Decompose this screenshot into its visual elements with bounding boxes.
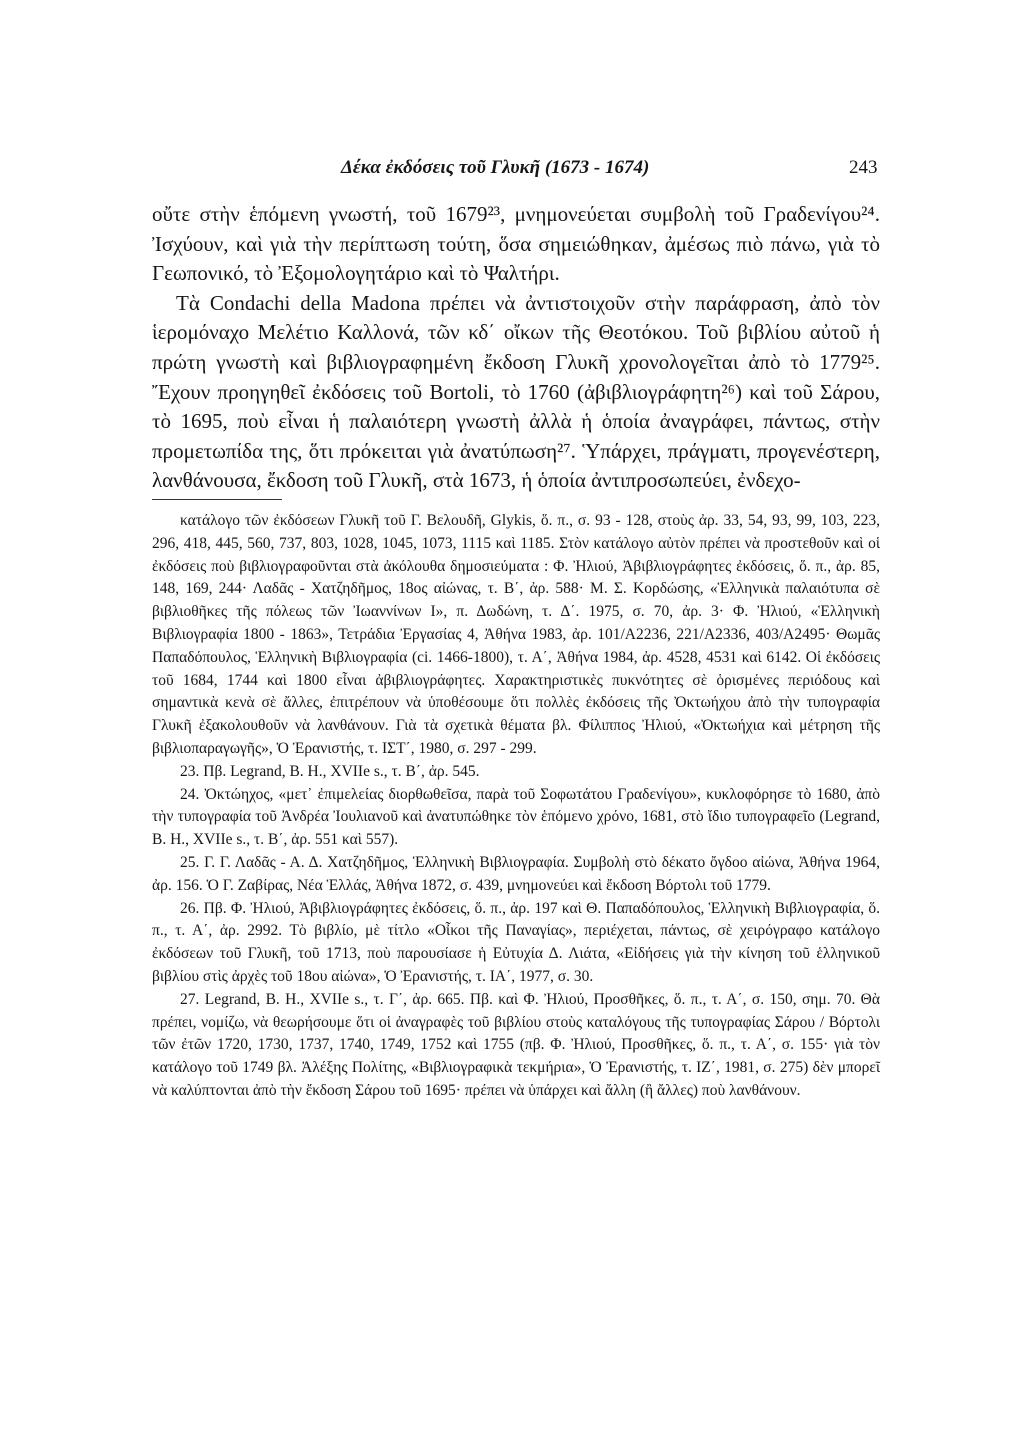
- footnote-separator: [152, 499, 282, 500]
- footnote-25: 25. Γ. Γ. Λαδᾶς - Α. Δ. Χατζηδῆμος, Ἑλληνικὴ Βιβλιογραφία. Συμβολὴ στὸ δέκατο ὄγδοο αἰώνα, Ἀθήνα 1964, ἀρ. 156. Ὁ Γ. Ζαβίρας, Νέα Ἑλλάς, Ἀθήνα 1872, σ. 439, μνημονεύει καὶ ἔκδοση Βόρτολι τοῦ 1779.: [152, 853, 880, 894]
- running-head: Δέκα ἐκδόσεις τοῦ Γλυκῆ (1673 - 1674): [341, 157, 650, 178]
- footnote-continuation: κατάλογο τῶν ἐκδόσεων Γλυκῆ τοῦ Γ. Βελουδῆ, Glykis, ὅ. π., σ. 93 - 128, στοὺς ἀρ. 33, 54, 93, 99, 103, 223, 296, 418, 445, 560, 737, 803, 1028, 1045, 1073, 1115 καὶ 1185. Στὸν κατάλογο αὐτὸν πρέπει νὰ προστεθοῦν καὶ οἱ ἐκδόσεις ποὺ βιβλιογραφοῦνται στὰ ἀκόλουθα δημοσιεύματα : Φ. Ἠλιού, Ἀβιβλιογράφητες ἐκδόσεις, ὅ. π., ἀρ. 85, 148, 169, 244· Λαδᾶς - Χατζηδῆμος, 18ος αἰώνας, τ. Β΄, ἀρ. 588· Μ. Σ. Κορδώσης, «Ἑλληνικὰ παλαιότυπα σὲ βιβλιοθῆκες τῆς πόλεως τῶν Ἰωαννίνων Ι», π. Δωδώνη, τ. Δ΄. 1975, σ. 70, ἀρ. 3· Φ. Ἠλιού, «Ἑλληνικὴ Βιβλιογραφία 1800 - 1863», Τετράδια Ἐργασίας 4, Ἀθήνα 1983, ἀρ. 101/Α2236, 221/Α2336, 403/Α2495· Θωμᾶς Παπαδόπουλος, Ἑλληνικὴ Βιβλιογραφία (ci. 1466-1800), τ. Α΄, Ἀθήνα 1984, ἀρ. 4528, 4531 καὶ 6142. Οἱ ἐκδόσεις τοῦ 1684, 1744 καὶ 1800 εἶναι ἀβιβλιογράφητες. Χαρακτηριστικὲς πυκνότητες σὲ ὁρισμένες περιόδους καὶ σημαντικὰ κενὰ σὲ ἄλλες, ἐπιτρέπουν νὰ ὑποθέσουμε ὅτι πολλὲς ἐκδόσεις τῆς Ὀκτωήχου ἀπὸ τὴν τυπογραφία Γλυκῆ ἐξακολουθοῦν νὰ λανθάνουν. Γιὰ τὰ σχετικὰ θέματα βλ. Φίλιππος Ἠλιού, «Ὀκτωήχια καὶ μέτρηση τῆς βιβλιοπαραγωγῆς», Ὁ Ἐρανιστής, τ. ΙΣΤ΄, 1980, σ. 297 - 299.: [152, 512, 880, 757]
- page-number: 243: [849, 157, 878, 178]
- footnote-26: 26. Πβ. Φ. Ἠλιού, Ἀβιβλιογράφητες ἐκδόσεις, ὅ. π., ἀρ. 197 καὶ Θ. Παπαδόπουλος, Ἑλληνικὴ Βιβλιογραφία, ὅ. π., τ. Α΄, ἀρ. 2992. Τὸ βιβλίο, μὲ τίτλο «Οἶκοι τῆς Παναγίας», περιέχεται, πάντως, σὲ χειρόγραφο κατάλογο ἐκδόσεων τοῦ Γλυκῆ, τοῦ 1713, ποὺ παρουσίασε ἡ Εὐτυχία Δ. Λιάτα, «Εἰδήσεις γιὰ τὴν κίνηση τοῦ ἑλληνικοῦ βιβλίου στὶς ἀρχὲς τοῦ 18ου αἰώνα», Ὁ Ἐρανιστής, τ. ΙΑ΄, 1977, σ. 30.: [152, 899, 880, 985]
- body-paragraph: Τὰ Condachi della Madona πρέπει νὰ ἀντιστοιχοῦν στὴν παράφραση, ἀπὸ τὸν ἱερομόναχο Μελέτιο Καλλονά, τῶν κδ΄ οἴκων τῆς Θεοτόκου. Τοῦ βιβλίου αὐτοῦ ἡ πρώτη γνωστὴ καὶ βιβλιογραφημένη ἔκδοση Γλυκῆ χρονολογεῖται ἀπὸ τὸ 1779²⁵. Ἔχουν προηγηθεῖ ἐκδόσεις τοῦ Bortoli, τὸ 1760 (ἀβιβλιογράφητη²⁶) καὶ τοῦ Σάρου, τὸ 1695, ποὺ εἶναι ἡ παλαιότερη γνωστὴ ἀλλὰ ἡ ὁποία ἀναγράφει, πάντως, στὴν προμετωπίδα της, ὅτι πρόκειται γιὰ ἀνατύπωση²⁷. Ὑπάρχει, πράγματι, προγενέστερη, λανθάνουσα, ἔκδοση τοῦ Γλυκῆ, στὰ 1673, ἡ ὁποία ἀντιπροσωπεύει, ἐνδεχο-: [152, 290, 880, 493]
- footnote-27: 27. Legrand, B. H., XVIIe s., τ. Γ΄, ἀρ. 665. Πβ. καὶ Φ. Ἠλιού, Προσθῆκες, ὅ. π., τ. Α΄, σ. 150, σημ. 70. Θὰ πρέπει, νομίζω, νὰ θεωρήσουμε ὅτι οἱ ἀναγραφὲς τοῦ βιβλίου στοὺς καταλόγους τῆς τυπογραφίας Σάρου / Βόρτολι τῶν ἐτῶν 1720, 1730, 1737, 1740, 1749, 1752 καὶ 1755 (πβ. Φ. Ἠλιού, Προσθῆκες, ὅ. π., τ. Α΄, σ. 155· γιὰ τὸν κατάλογο τοῦ 1749 βλ. Ἀλέξης Πολίτης, «Βιβλιογραφικὰ τεκμήρια», Ὁ Ἐρανιστής, τ. ΙΖ΄, 1981, σ. 275) δὲν μπορεῖ νὰ καλύπτονται ἀπὸ τὴν ἔκδοση Σάρου τοῦ 1695· πρέπει νὰ ὑπάρχει καὶ ἄλλη (ἢ ἄλλες) ποὺ λανθάνουν.: [152, 990, 880, 1099]
- footnote-24: 24. Ὀκτώηχος, «μετ᾽ ἐπιμελείας διορθωθεῖσα, παρὰ τοῦ Σοφωτάτου Γραδενίγου», κυκλοφόρησε τὸ 1680, ἀπὸ τὴν τυπογραφία τοῦ Ἀνδρέα Ἰουλιανοῦ καὶ ἀνατυπώθηκε τὸν ἑπόμενο χρόνο, 1681, στὸ ἴδιο τυπογραφεῖο (Legrand, B. H., XVIIe s., τ. Β΄, ἀρ. 551 καὶ 557).: [152, 785, 880, 849]
- footnotes: [152, 510, 880, 1103]
- main-text: [152, 200, 880, 496]
- footnote-23: 23. Πβ. Legrand, B. H., XVIIe s., τ. Β΄, ἀρ. 545.: [180, 762, 480, 780]
- body-paragraph: οὔτε στὴν ἑπόμενη γνωστή, τοῦ 1679²³, μνημονεύεται συμβολὴ τοῦ Γραδενίγου²⁴. Ἰσχύουν, καὶ γιὰ τὴν περίπτωση τούτη, ὅσα σημειώθηκαν, ἀμέσως πιὸ πάνω, γιὰ τὸ Γεωπονικό, τὸ Ἐξομολογητάριο καὶ τὸ Ψαλτήρι.: [152, 202, 880, 286]
